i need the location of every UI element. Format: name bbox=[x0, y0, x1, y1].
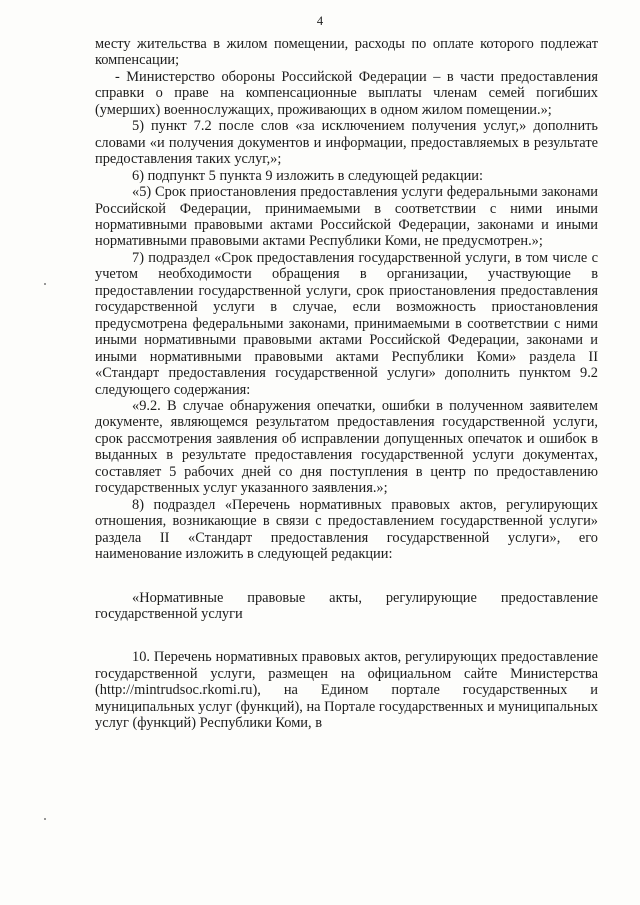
scan-speck bbox=[44, 283, 46, 285]
document-body bbox=[95, 36, 598, 732]
paragraph-item-6: 6) подпункт 5 пункта 9 изложить в следующей редакции: bbox=[132, 167, 483, 184]
paragraph-item-10: 10. Перечень нормативных правовых актов, регулирующих предоставление государственной услуги, размещен на официальном сайте Министерства (http://mintrudsoc.rkomi.ru), на Едином портале государственных и муниципальных услуг (функций), на Портале государственных и муниципальных услуг (функций) Республики Коми, в bbox=[95, 649, 598, 732]
paragraph-item-8: 8) подраздел «Перечень нормативных правовых актов, регулирующих отношения, возникающие в связи с предоставлением государственной услуги» раздела II «Стандарт предоставления государственной услуги», его наименование изложить в следующей редакции: bbox=[95, 496, 598, 563]
paragraph-quote-9-2: «9.2. В случае обнаружения опечатки, ошибки в полученном заявителем документе, являющемся результатом предоставления государственной услуги, срок рассмотрения заявления об исправлении допущенных опечаток и ошибок в выданных в результате предоставления государственной услуги документах, составляет 5 рабочих дней со дня поступления в центр по предоставлению государственных услуг указанного заявления.»; bbox=[95, 397, 598, 497]
paragraph-item-7: 7) подраздел «Срок предоставления государственной услуги, в том числе с учетом необходимости обращения в организации, участвующие в предоставлении государственной услуги, срок приостановления предоставления государственной услуги в случае, если возможность приостановления предусмотрена федеральными законами, принимаемыми в соответствии с ними иными нормативными правовыми актами Российской Федерации, законами и иными нормативными правовыми актами Республики Коми» раздела II «Стандарт предоставления государственной услуги» дополнить пунктом 9.2 следующего содержания: bbox=[95, 249, 598, 398]
scan-speck bbox=[44, 818, 46, 820]
paragraph-residence-continuation: месту жительства в жилом помещении, расходы по оплате которого подлежат компенсации; bbox=[95, 36, 598, 69]
paragraph-subsection-title: «Нормативные правовые акты, регулирующие предоставление государственной услуги bbox=[95, 589, 598, 622]
paragraph-quote-subitem-5: «5) Срок приостановления предоставления услуги федеральными законами Российской Федерации, принимаемыми в соответствии с ними иными нормативными правовыми актами Российской Федерации, законами и иными нормативными правовыми актами Республики Коми, не предусмотрен.»; bbox=[95, 184, 598, 250]
paragraph-defense-ministry: - Министерство обороны Российской Федерации – в части предоставления справки о праве на компенсационные выплаты членам семей погибших (умерших) военнослужащих, проживающих в одном жилом помещении.»; bbox=[95, 68, 598, 118]
page-number: 4 bbox=[316, 14, 324, 28]
paragraph-item-5: 5) пункт 7.2 после слов «за исключением получения услуг,» дополнить словами «и получения документов и информации, предоставляемых в результате предоставления таких услуг,»; bbox=[95, 118, 598, 168]
